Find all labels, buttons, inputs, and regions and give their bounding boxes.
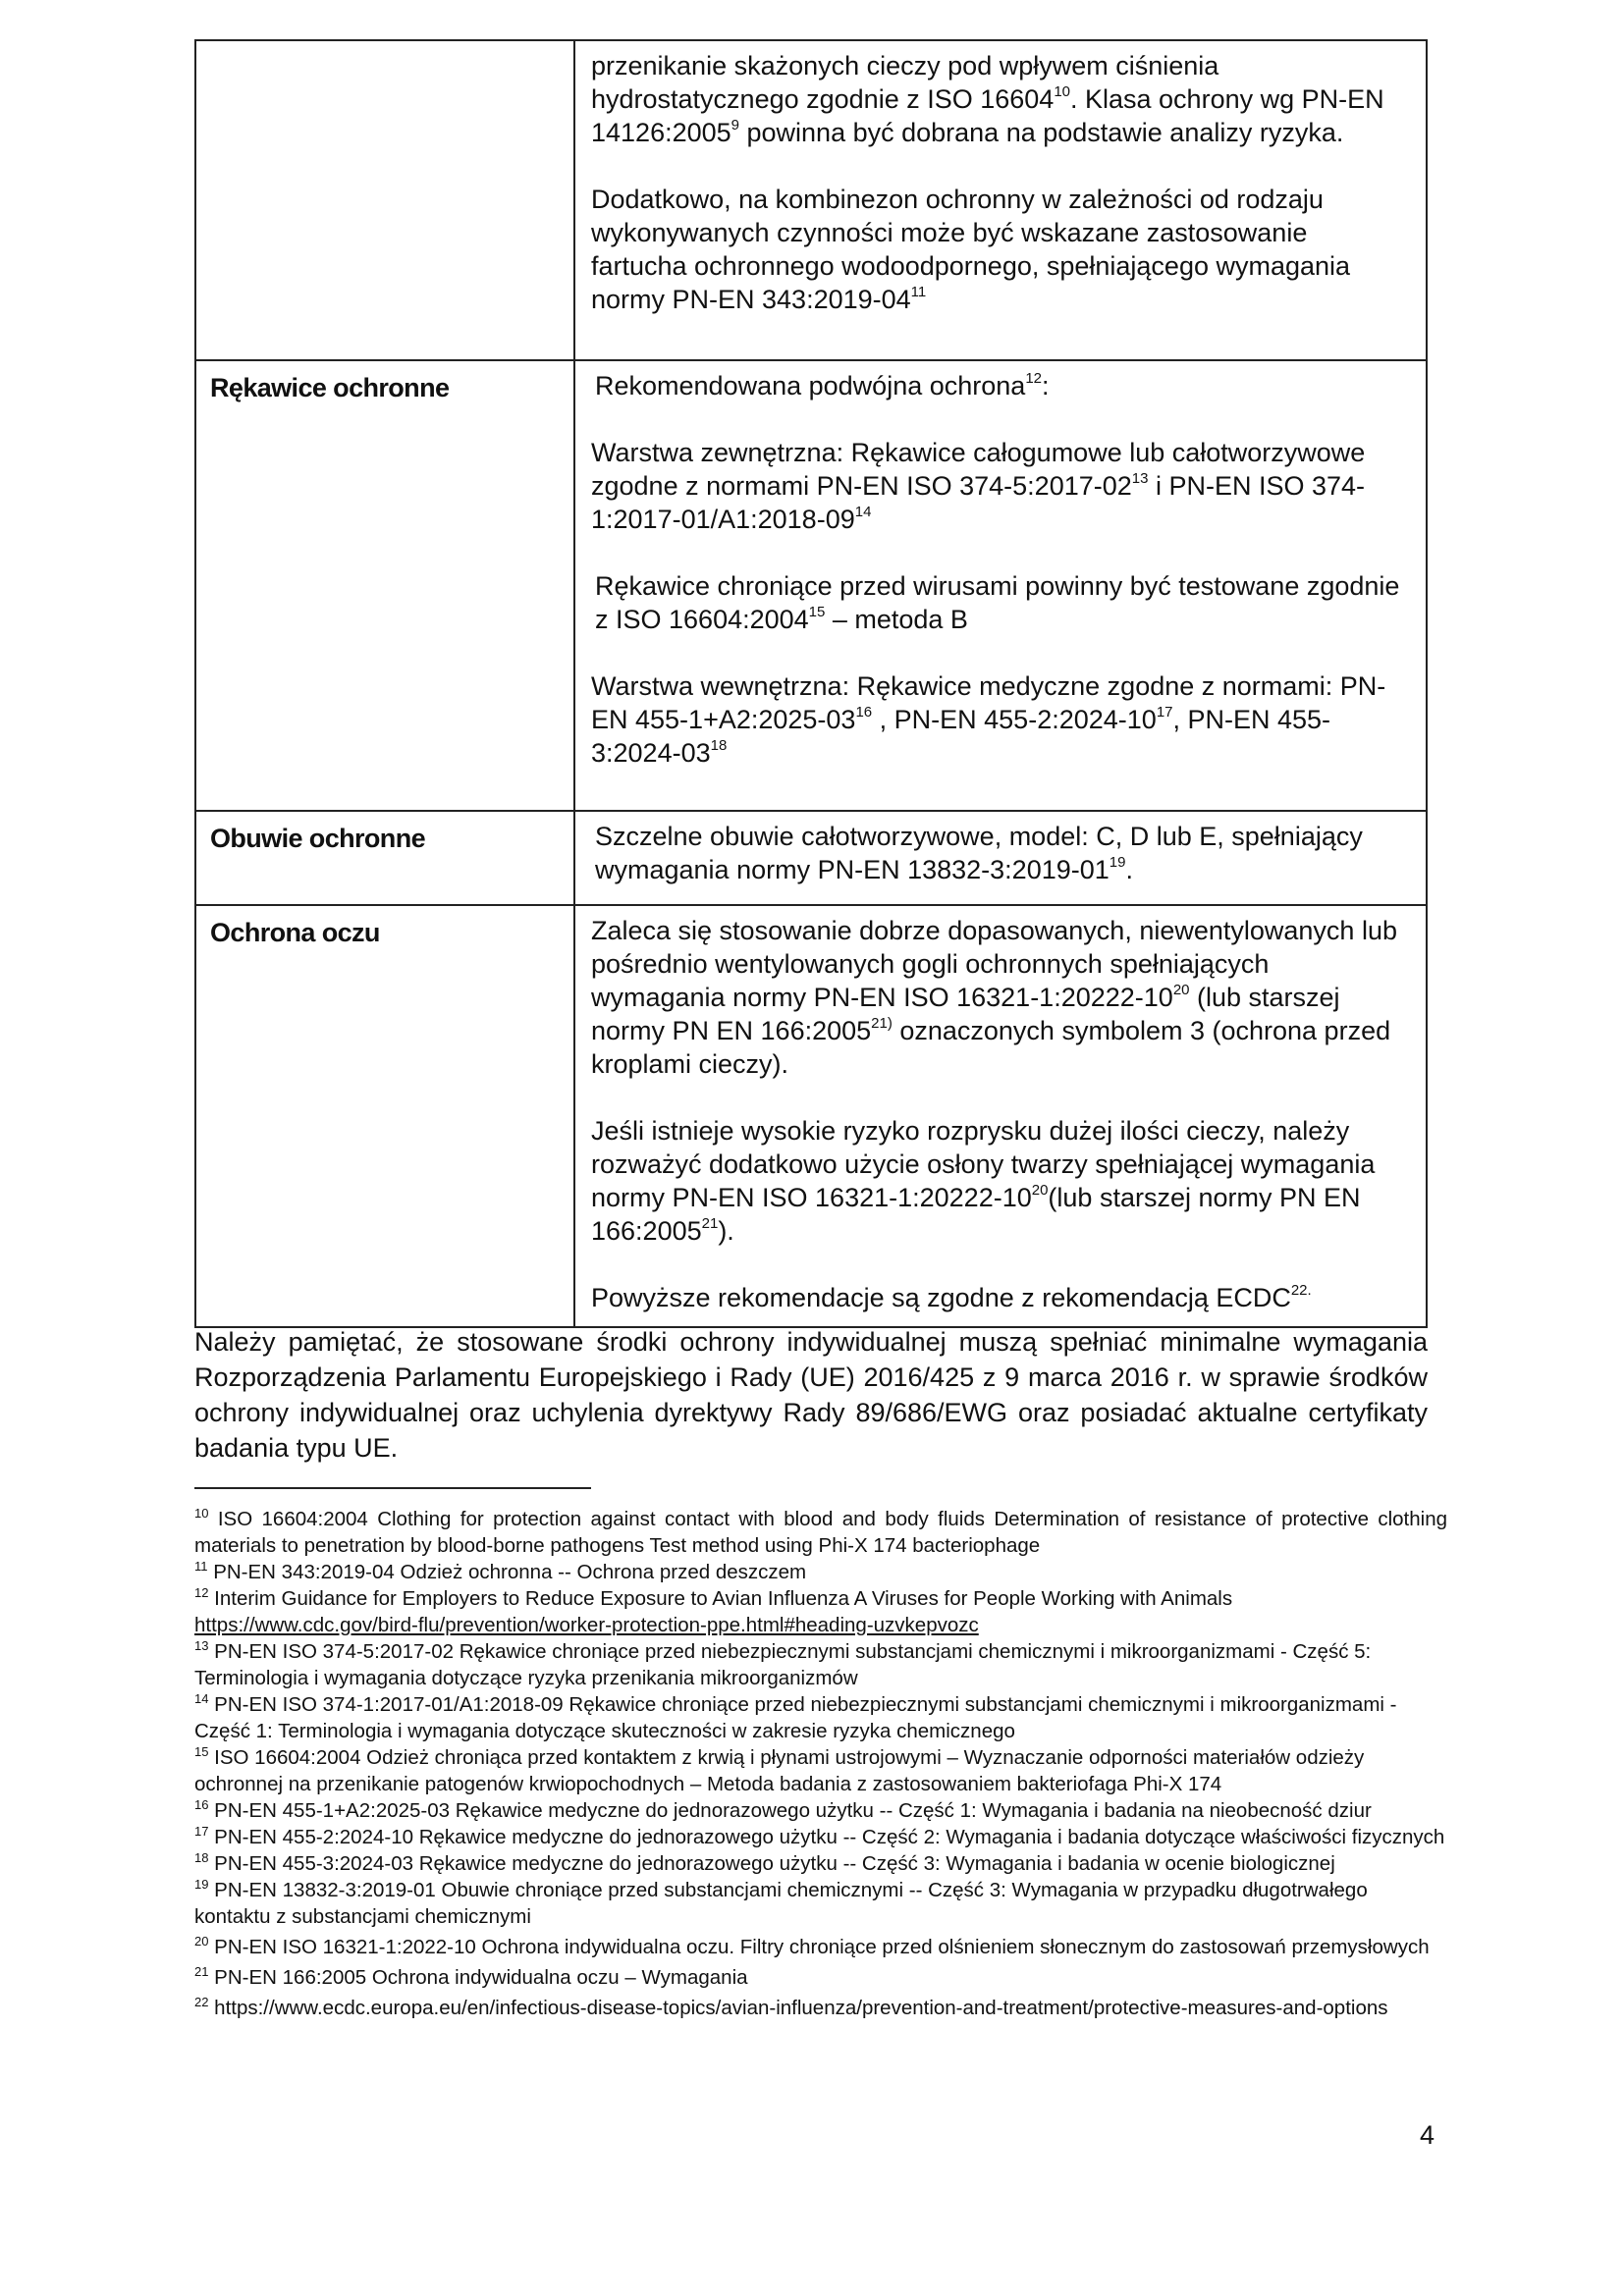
- footnote-ref: 10: [1054, 83, 1070, 100]
- table-row: [195, 40, 1427, 360]
- paragraph: Jeśli istnieje wysokie ryzyko rozprysku dużej ilości cieczy, należy rozważyć dodatkowo użycie osłony twarzy spełniającej wymagania normy PN-EN ISO $16321-1:20222-10^{20}(lub$ starszej normy PN EN 166:2005$^{21}$).: [591, 1116, 1376, 1246]
- footnote-ref: 15: [808, 604, 826, 620]
- paragraph: Zaleca się stosowanie dobrze dopasowanych, niewentylowanych lub pośrednio wentylowanych gogli ochronnych spełniających wymagania normy PN-EN ISO $16321-1:20222-10^{20}$ (lub starszej normy PN EN 166:2005$^{21)}$ oznaczonych symbolem 3 (ochrona przed kroplami cieczy).: [591, 916, 1397, 1079]
- footnote: $^{20}$ PN-EN ISO 16321-1:2022-10 Ochrona indywidualna oczu. Filtry chroniące przed olśnieniem słonecznym do zastosowań przemysłowych: [194, 1934, 1430, 1958]
- footnote: $^{10}$ ISO 16604:2004 Clothing for protection against contact with blood and body fluids Determination of resistance of protective clothing materials to penetration by blood-borne pathogens Test method using Phi-X 174 bacteriophage: [194, 1506, 1447, 1557]
- paragraph: Szczelne obuwie całotworzywowe, model: C, D lub E, spełniający wymagania normy PN-EN $13832-3:2019-01^{19}$.: [595, 822, 1363, 884]
- row-label-gloves: Rękawice ochronne: [195, 360, 574, 811]
- paragraph: przenikanie skażonych cieczy pod wpływem ciśnienia hydrostatycznego zgodnie z ISO 16604$^{10}$. Klasa ochrony wg PN-EN 14126:2005$^9$ powinna być dobrana na podstawie analizy ryzyka.: [591, 51, 1384, 147]
- footnote-ref: 11: [910, 284, 927, 300]
- table-row: [195, 811, 1427, 905]
- footnote: $^{21}$ PN-EN 166:2005 Ochrona indywidualna oczu – Wymagania: [194, 1964, 748, 1989]
- footnote: $^{17}$ PN-EN 455-2:2024-10 Rękawice medyczne do jednorazowego użytku -- Część 2: Wymagania i badania dotyczące właściwości fizycznych: [194, 1824, 1445, 1848]
- footnote-ref: 16: [855, 704, 873, 721]
- footnote-ref: 19: [1109, 854, 1126, 871]
- footnote: $^{11}$ PN-EN 343:2019-04 Odzież ochronna -- Ochrona przed deszczem: [194, 1559, 807, 1583]
- footnote: $^{16}$ PN-EN 455-1+A2:2025-03 Rękawice medyczne do jednorazowego użytku -- Część 1: Wymagania i badania na nieobecność dziur: [194, 1797, 1372, 1822]
- footnote-ref: 14: [854, 504, 872, 520]
- paragraph: Warstwa zewnętrzna: Rękawice całogumowe lub całotworzywowe zgodne z normami PN-EN ISO $374-5:2017-02^{13}$ i PN-EN ISO $374-1:2017-01/A1:2018-09^{14}$: [591, 438, 1366, 534]
- table-row: [195, 360, 1427, 811]
- footnote-ref: 20: [1031, 1182, 1049, 1199]
- footwear-requirements: [574, 811, 1427, 905]
- footnote-ref: 21): [871, 1015, 893, 1032]
- footnote-ref: 9: [731, 117, 739, 133]
- footnote-ref: 18: [710, 737, 728, 754]
- paragraph: Warstwa wewnętrzna: Rękawice medyczne zgodne z normami: PN-EN $455-1+A2:2025-03^{16}$ , PN-EN $455-2:2024-10^{17}$, PN-EN $455-3:2024-03^{18}$: [591, 671, 1386, 768]
- paragraph: Rękawice chroniące przed wirusami powinny być testowane zgodnie z ISO 16604:2004$^{15}$ – metoda B: [595, 571, 1400, 634]
- row-label-empty: [195, 40, 574, 360]
- footnote-ref: 12: [1025, 370, 1042, 387]
- footnote: $^{14}$ PN-EN ISO 374-1:2017-01/A1:2018-09 Rękawice chroniące przed niebezpiecznymi substancjami chemicznymi i mikroorganizmami - Część 1: Terminologia i wymagania dotyczące skuteczności w zakresie ryzyka chemicznego: [194, 1691, 1397, 1742]
- paragraph: Dodatkowo, na kombinezon ochronny w zależności od rodzaju wykonywanych czynności może być wskazane zastosowanie fartucha ochronnego wodoodpornego, spełniającego wymagania normy PN-EN $343:2019-04^{11}$: [591, 185, 1351, 314]
- page-number: 4: [1420, 2120, 1435, 2150]
- cdc-guidance-link[interactable]: https://www.cdc.gov/bird-flu/prevention/worker-protection-ppe.html#heading-uzvkepvozc: [194, 1614, 979, 1636]
- gloves-requirements: [574, 360, 1427, 811]
- paragraph: Powyższe rekomendacje są zgodne z rekomendacją $ECDC^{22.}$: [591, 1282, 1312, 1312]
- footnotes: [194, 1506, 1447, 2021]
- footnote-ref: 13: [1131, 470, 1149, 487]
- row-label-footwear: Obuwie ochronne: [195, 811, 574, 905]
- footnote-ref: 17: [1156, 704, 1173, 721]
- row-label-eye-protection: Ochrona oczu: [195, 905, 574, 1327]
- protective-suit-requirements: [574, 40, 1427, 360]
- footnote: $^{18}$ PN-EN 455-3:2024-03 Rękawice medyczne do jednorazowego użytku -- Część 3: Wymagania i badania w ocenie biologicznej: [194, 1850, 1335, 1875]
- compliance-note: Należy pamiętać, że stosowane środki ochrony indywidualnej muszą spełniać minimalne wymagania Rozporządzenia Parlamentu Europejskiego i Rady (UE) 2016/425 z 9 marca 2016 r. w sprawie środków ochrony indywidualnej oraz uchylenia dyrektywy Rady 89/686/EWG oraz posiadać aktualne certyfikaty badania typu UE.: [194, 1327, 1428, 1463]
- ppe-requirements-table: [194, 39, 1428, 1328]
- paragraph: Rekomendowana podwójna ochrona$^{12}$:: [595, 370, 1050, 400]
- footnote: $^{19}$ PN-EN 13832-3:2019-01 Obuwie chroniące przed substancjami chemicznymi -- Część 3: Wymagania w przypadku długotrwałego kontaktu z substancjami chemicznymi: [194, 1877, 1368, 1928]
- table-row: [195, 905, 1427, 1327]
- footnote-ref: 20: [1172, 982, 1190, 998]
- footnote: $^{15}$ ISO 16604:2004 Odzież chroniąca przed kontaktem z krwią i płynami ustrojowymi – Wyznaczanie odporności materiałów odzieży ochronnej na przenikanie patogenów krwiopochodnych – Metoda badania z zastosowaniem bakteriofaga Phi-X 174: [194, 1744, 1365, 1795]
- footnote: $^{22}$ https://www.ecdc.europa.eu/en/infectious-disease-topics/avian-influenza/prevention-and-treatment/protective-measures-and-options: [194, 1995, 1388, 2019]
- eye-protection-requirements: [574, 905, 1427, 1327]
- footnote-separator: [194, 1487, 591, 1489]
- footnote-ref: 21: [701, 1215, 719, 1232]
- footnote-ref: 22.: [1290, 1282, 1312, 1299]
- footnote: $^{13}$ PN-EN ISO 374-5:2017-02 Rękawice chroniące przed niebezpiecznymi substancjami chemicznymi i mikroorganizmami - Część 5: Terminologia i wymagania dotyczące ryzyka przenikania mikroorganizmów: [194, 1638, 1372, 1689]
- footnote: $^{12}$ Interim Guidance for Employers to Reduce Exposure to Avian Influenza A Viruses for People Working with Animals https://www.cdc.gov/bird-flu/prevention/worker-protection-ppe.html#heading-uzvkepvozc: [194, 1585, 1233, 1636]
